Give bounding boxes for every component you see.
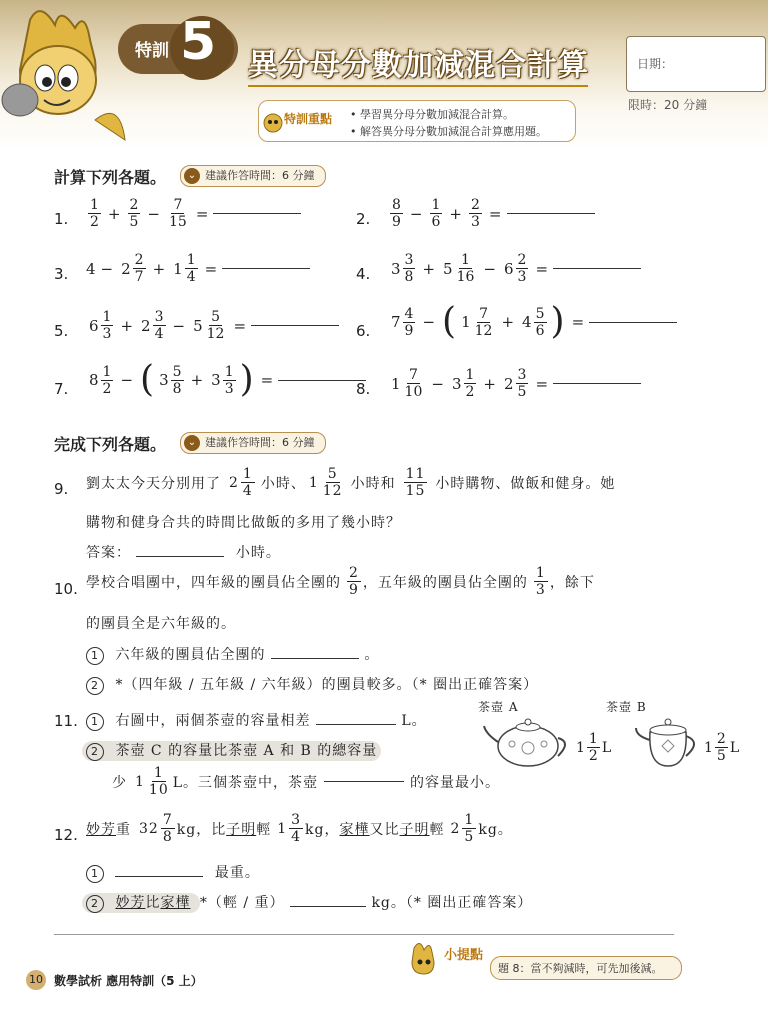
q11-text: 少 — [112, 774, 127, 791]
question-11-line3: 少 1 $\frac{1}{10}$ L。三個茶壺中，茶壺 的容量最小。 — [112, 765, 501, 798]
circled-number: 1 — [86, 865, 104, 883]
teapot-a-image — [482, 712, 574, 768]
question-12-sub1 — [86, 862, 260, 883]
book-title: 數學試析 應用特訓（5 上） — [54, 974, 203, 988]
question-4: 3 $\frac{3}{8}$ + 5 $\frac{1}{16}$ − 6 $\frac{2}{3}$ = — [388, 253, 641, 284]
question-10-line2: 的團員全是六年級的。 — [86, 616, 236, 632]
answer-blank[interactable] — [213, 213, 301, 214]
q12-text: 比 — [145, 895, 161, 911]
mascot-small-icon — [404, 938, 444, 978]
q12-text: kg， — [305, 821, 340, 838]
answer-blank[interactable] — [553, 268, 641, 269]
q12-text: 又比 — [369, 821, 400, 838]
question-12-line1: 妙芳 重 32 $\frac{7}{8}$ kg，比 子明 輕 1 $\frac{3}{4}$ kg， 家樺 又比 子明 輕 2 $\frac{1}{5}$ kg。 — [86, 812, 513, 845]
focus-item: • 學習異分母分數加減混合計算。 — [350, 108, 514, 121]
time-suggestion-pill — [180, 165, 326, 187]
teapot-b-capacity: 1 $\frac{2}{5}$ L — [704, 731, 740, 764]
name-miaofang: 妙芳 — [115, 895, 146, 911]
focus-item: • 解答異分母分數加減混合計算應用題。 — [350, 125, 547, 138]
q12-sub1-end: 最重。 — [214, 865, 260, 881]
answer-line — [86, 542, 281, 562]
question-number: 6. — [356, 322, 371, 340]
answer-blank[interactable] — [507, 213, 595, 214]
question-number: 12. — [54, 826, 78, 844]
time-limit: 限時：20 分鐘 — [628, 98, 708, 112]
q10-sub1-text: 六年級的團員佔全團的 — [115, 647, 266, 663]
pill-text: 建議作答時間：6 分鐘 — [205, 436, 315, 449]
highlighted-part — [82, 893, 200, 913]
page-title: 異分母分數加減混合計算 — [248, 48, 589, 83]
question-5: 6 $\frac{1}{3}$ + 2 $\frac{3}{4}$ − 5 $\frac{5}{12}$ = — [86, 310, 339, 341]
focus-label: 特訓重點 — [284, 112, 333, 126]
question-9-line1: 劉太太今天分別用了 2 $\frac{1}{4}$ 小時、 1 $\frac{5}{12}$ 小時和 $\frac{11}{15}$ 小時購物、做飯和健身。她 — [86, 466, 616, 499]
name-miaofang: 妙芳 — [86, 821, 116, 838]
question-number: 7. — [54, 380, 69, 398]
circled-number: 1 — [86, 647, 104, 665]
answer-blank[interactable] — [589, 322, 677, 323]
q9-text: 小時和 — [350, 475, 396, 492]
circled-number: 2 — [86, 895, 104, 913]
q11-text: L。三個茶壺中，茶壺 — [172, 774, 319, 791]
name-ziming: 子明 — [226, 821, 257, 838]
section-title: 完成下列各題。 — [54, 435, 167, 454]
pill-text: 建議作答時間：6 分鐘 — [205, 169, 315, 182]
badge-number: 5 — [180, 12, 217, 72]
q9-text: 小時購物、做飯和健身。她 — [435, 475, 616, 492]
answer-blank[interactable] — [115, 876, 203, 877]
q12-text: kg，比 — [176, 821, 227, 838]
name-jiahua: 家樺 — [339, 821, 370, 838]
question-2: $\frac{8}{9}$ − $\frac{1}{6}$ + $\frac{2}{3}$ = — [388, 198, 595, 229]
q11-sub1-text: 右圖中，兩個茶壺的容量相差 — [115, 713, 311, 729]
footer-divider — [54, 934, 674, 935]
answer-label: 答案： — [86, 545, 131, 561]
question-11-sub1 — [86, 710, 427, 731]
q10-text: ，五年級的團員佔全團的 — [362, 574, 528, 591]
q10-text: 學校合唱團中，四年級的團員佔全團的 — [86, 574, 341, 591]
q9-text: 小時、 — [260, 475, 306, 492]
page-number: 10 — [26, 970, 46, 990]
mascot-small-icon — [262, 106, 284, 134]
question-10-line1: 學校合唱團中，四年級的團員佔全團的 $\frac{2}{9}$ ，五年級的團員佔全團的 $\frac{1}{3}$ ，餘下 — [86, 565, 595, 598]
date-field[interactable] — [626, 36, 766, 92]
tip-text: 題 8：當不夠減時，可先加後減。 — [498, 962, 663, 975]
question-number: 3. — [54, 265, 69, 283]
badge-label: 特訓 — [135, 41, 169, 61]
question-number: 11. — [54, 712, 78, 730]
question-7: 8 $\frac{1}{2}$ − ( 3 $\frac{5}{8}$ + 3 $\frac{1}{3}$ ) = — [86, 362, 366, 398]
question-number: 9. — [54, 480, 69, 498]
teapot-b-image — [634, 710, 704, 770]
question-number: 4. — [356, 265, 371, 283]
teapot-b-label: 茶壺 B — [606, 700, 647, 714]
teapot-a-label: 茶壺 A — [478, 700, 519, 714]
answer-blank[interactable] — [251, 325, 339, 326]
title-underline — [248, 85, 588, 87]
date-label: 日期： — [637, 57, 674, 71]
answer-blank[interactable] — [136, 556, 224, 557]
answer-blank[interactable] — [553, 383, 641, 384]
chevron-down-icon: ⌄ — [184, 168, 200, 184]
name-ziming: 子明 — [399, 821, 430, 838]
circled-number: 2 — [86, 677, 104, 695]
chevron-down-icon: ⌄ — [184, 435, 200, 451]
answer-blank[interactable] — [316, 724, 396, 725]
question-11-sub2 — [82, 740, 381, 761]
q9-text: 劉太太今天分別用了 — [86, 475, 221, 492]
q10-sub2-text: *（四年級 / 五年級 / 六年級）的團員較多。（* 圈出正確答案） — [115, 677, 539, 693]
q12-text: 重 — [116, 821, 131, 838]
question-12-sub2 — [82, 892, 532, 913]
q10-text: ，餘下 — [549, 574, 595, 591]
answer-blank[interactable] — [271, 658, 359, 659]
time-suggestion-pill — [180, 432, 326, 454]
question-number: 8. — [356, 380, 371, 398]
question-6: 7 $\frac{4}{9}$ − ( 1 $\frac{7}{12}$ + 4 $\frac{5}{6}$ ) = — [388, 304, 677, 340]
q11-text: 的容量最小。 — [410, 774, 501, 791]
answer-blank[interactable] — [222, 268, 310, 269]
teapot-a-capacity: 1 $\frac{1}{2}$ L — [576, 731, 612, 764]
q12-text: kg。（* 圈出正確答案） — [371, 895, 533, 911]
q12-choice: *（輕 / 重） — [199, 895, 285, 911]
answer-blank[interactable] — [324, 781, 404, 782]
question-1: $\frac{1}{2}$ + $\frac{2}{5}$ − $\frac{7}{15}$ = — [86, 198, 301, 229]
question-number: 1. — [54, 210, 69, 228]
answer-blank[interactable] — [290, 906, 366, 907]
question-number: 5. — [54, 322, 69, 340]
question-8: 1 $\frac{7}{10}$ − 3 $\frac{1}{2}$ + 2 $\frac{3}{5}$ = — [388, 368, 641, 399]
answer-unit: 小時。 — [235, 545, 281, 561]
name-jiahua: 家樺 — [160, 895, 191, 911]
question-number: 2. — [356, 210, 371, 228]
question-3: 4 − 2 $\frac{2}{7}$ + 1 $\frac{1}{4}$ = — [86, 253, 310, 284]
question-9-line2: 購物和健身合共的時間比做飯的多用了幾小時？ — [86, 515, 401, 531]
tip-label: 小提點 — [444, 948, 484, 963]
question-number: 10. — [54, 580, 78, 598]
q12-text: kg。 — [478, 821, 513, 838]
q12-text: 輕 — [256, 821, 272, 838]
question-10-sub1 — [86, 644, 379, 665]
section-title: 計算下列各題。 — [54, 168, 167, 187]
q11-sub1-end: L。 — [401, 713, 427, 729]
question-10-sub2 — [86, 674, 538, 695]
q10-sub1-end: 。 — [364, 647, 380, 663]
q11-sub2-text: 茶壺 C 的容量比茶壺 A 和 B 的總容量 — [115, 743, 378, 759]
answer-blank[interactable] — [278, 380, 366, 381]
circled-number: 1 — [86, 713, 104, 731]
q12-text: 輕 — [429, 821, 445, 838]
highlighted-part — [82, 741, 381, 761]
circled-number: 2 — [86, 743, 104, 761]
